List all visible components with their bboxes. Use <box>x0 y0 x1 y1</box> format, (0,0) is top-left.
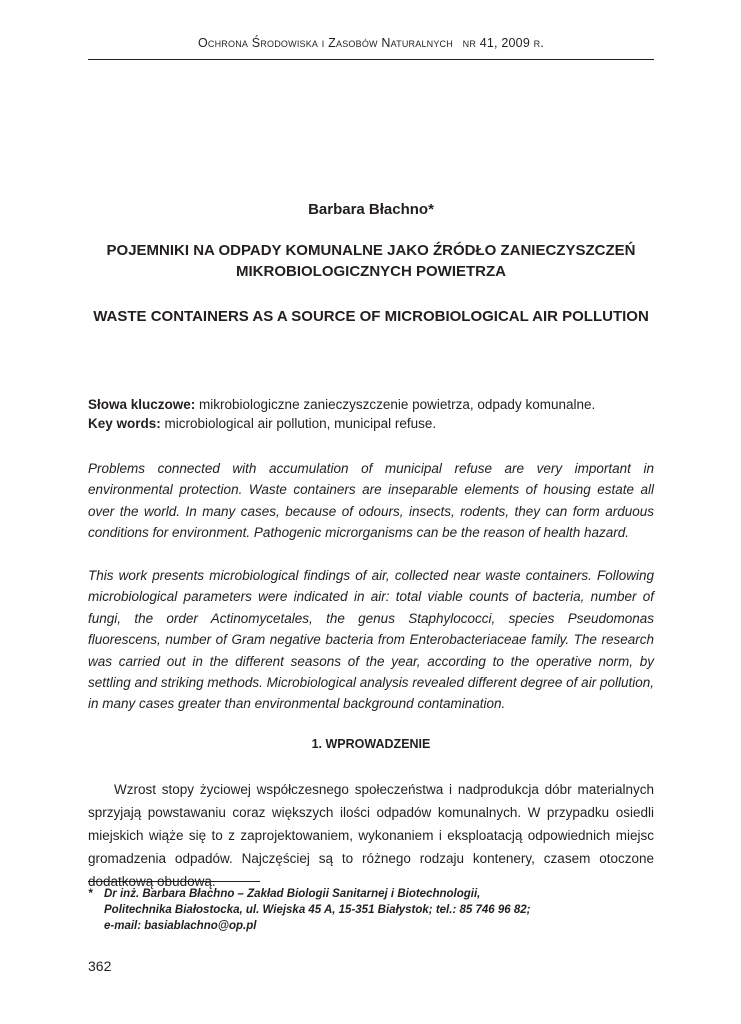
section-paragraph: Wzrost stopy życiowej współczesnego społeczeństwa i nadprodukcja dóbr materialnych sprzyjają powstawaniu coraz większych ilości odpadów komunalnych. W przypadku osiedli miejskich wiąże się to z zaprojektowaniem, wykonaniem i eksploatacją odpowiednich miejsc gromadzenia odpadów. Najczęściej są to różnego rodzaju kontenery, czasem otoczone dodatkową obudową. <box>88 782 654 889</box>
keywords-polish-label: Słowa kluczowe: <box>88 397 196 412</box>
journal-name: Ochrona Środowiska i Zasobów Naturalnych <box>197 36 453 50</box>
journal-issue: nr 41, 2009 r. <box>462 36 545 50</box>
keywords-english <box>88 414 668 434</box>
footnote-line-3: e-mail: basiablachno@op.pl <box>104 920 257 932</box>
abstract-paragraph-1: Problems connected with accumulation of municipal refuse are very important in environmental protection. Waste containers are inseparable elements of housing estate all over the world. In many cases, because of odours, insects, rodents, they can form arduous conditions for environment. Pathogenic microrganisms can be the reason of health hazard. <box>88 461 654 541</box>
article-title-polish: POJEMNIKI NA ODPADY KOMUNALNE JAKO ŹRÓDŁO ZANIECZYSZCZEŃ MIKROBIOLOGICZNYCH POWIETRZA <box>106 242 636 280</box>
abstract-paragraph-2: This work presents microbiological findings of air, collected near waste containers. Following microbiological parameters were indicated in air: total viable counts of bacteria, number of fungi, the order Actinomycetales, the genus Staphylococci, species Pseudomonas fluorescens, number of Gram negative bacteria from Enterobacteriaceae family. The research was carried out in the different seasons of the year, according to the operative norm, by settling and striking methods. Microbiological analysis revealed different degree of air pollution, in many cases greater than environmental background contamination. <box>88 568 654 712</box>
footnote-line-1: Dr inż. Barbara Błachno – Zakład Biologii Sanitarnej i Biotechnologii, <box>104 888 481 900</box>
page-number: 362 <box>88 958 112 974</box>
author-footnote <box>88 886 654 934</box>
keywords-english-label: Key words: <box>88 416 161 431</box>
keywords-polish <box>88 395 668 415</box>
footnote-marker: * <box>88 888 93 900</box>
running-header <box>88 36 654 50</box>
header-divider <box>88 59 654 60</box>
section-heading: 1. WPROWADZENIE <box>311 737 431 751</box>
footnote-divider <box>88 881 260 882</box>
article-author: Barbara Błachno* <box>308 201 434 218</box>
keywords-english-text: microbiological air pollution, municipal refuse. <box>160 416 437 431</box>
article-title-english: WASTE CONTAINERS AS A SOURCE OF MICROBIOLOGICAL AIR POLLUTION <box>93 308 649 325</box>
footnote-line-2: Politechnika Białostocka, ul. Wiejska 45 A, 15-351 Białystok; tel.: 85 746 96 82; <box>104 904 531 916</box>
keywords-polish-text: mikrobiologiczne zanieczyszczenie powietrza, odpady komunalne. <box>195 397 596 412</box>
